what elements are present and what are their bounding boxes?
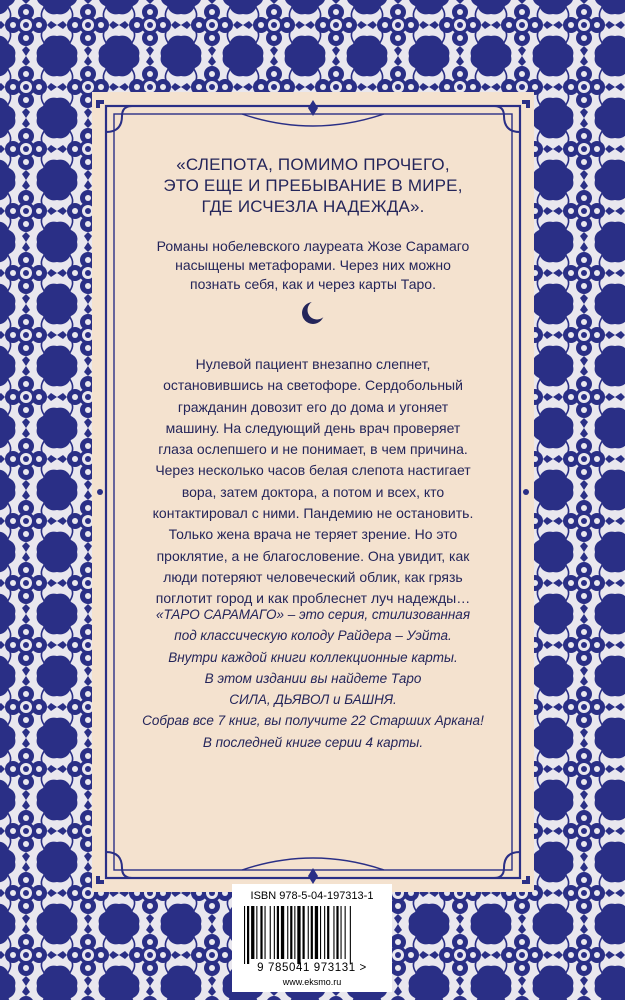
synopsis-line: вора, затем доктора, а потом и всех, кто (181, 483, 445, 500)
synopsis-line: люди потеряют человеческий облик, как грязь (163, 568, 463, 585)
synopsis-line: остановившись на светофоре. Сердобольный (163, 377, 463, 394)
series-line: Внутри каждой книги коллекционные карты. (168, 649, 458, 665)
crescent-moon-icon (297, 297, 329, 329)
series-line: «ТАРО САРАМАГО» – это серия, стилизованная (155, 607, 471, 622)
isbn-text: ISBN 978-5-04-197313-1 (250, 890, 374, 902)
series-line: В этом издании вы найдете Таро (204, 670, 422, 686)
intro-line: познать себя, как и через карты Таро. (190, 276, 436, 292)
synopsis-line: Через несколько часов белая слепота настигает (155, 462, 471, 479)
barcode-bars (242, 906, 382, 964)
series-line: под классическую колоду Райдера – Уэйта. (174, 628, 452, 644)
intro-line: Романы нобелевского лауреата Жозе Сарамаго (156, 238, 470, 254)
quote-line: «СЛЕПОТА, ПОМИМО ПРОЧЕГО, (176, 155, 450, 174)
synopsis-line: машину. На следующий день врач проверяет (165, 419, 461, 436)
intro-line: насыщены метафорами. Через них можно (175, 257, 451, 273)
synopsis-line: Только жена врача не теряет зрение. Но это (168, 526, 458, 543)
quote-line: ГДЕ ИСЧЕЗЛА НАДЕЖДА». (201, 197, 425, 216)
synopsis-line: проклятие, а не благословение. Она увидит, как (156, 547, 470, 564)
synopsis-line: контактировал с ними. Пандемию не остановить. (152, 505, 474, 522)
synopsis-paragraph (104, 354, 522, 610)
intro-paragraph (112, 237, 514, 294)
publisher-website: www.eksmo.ru (282, 977, 342, 987)
synopsis-line: Нулевой пациент внезапно слепнет, (195, 356, 431, 372)
barcode-digits: 9 785041 973131 > (257, 962, 367, 974)
barcode-label (232, 884, 392, 992)
epigraph-quote (112, 154, 514, 217)
synopsis-line: гражданин довозит его до дома и угоняет (177, 398, 449, 415)
synopsis-line: глаза ослепшего и не понимает, в чем причина. (158, 441, 468, 458)
series-description (104, 604, 522, 753)
synopsis-line: поглотит город и как проблеснет луч надежды… (155, 590, 471, 607)
series-line: Собрав все 7 книг, вы получите 22 Старших Аркана! (142, 713, 484, 729)
series-line: В последней книге серии 4 карты. (202, 734, 424, 750)
text-panel (92, 92, 534, 892)
series-line: СИЛА, ДЬЯВОЛ и БАШНЯ. (229, 692, 397, 708)
quote-line: ЭТО ЕЩЕ И ПРЕБЫВАНИЕ В МИРЕ, (163, 176, 463, 195)
